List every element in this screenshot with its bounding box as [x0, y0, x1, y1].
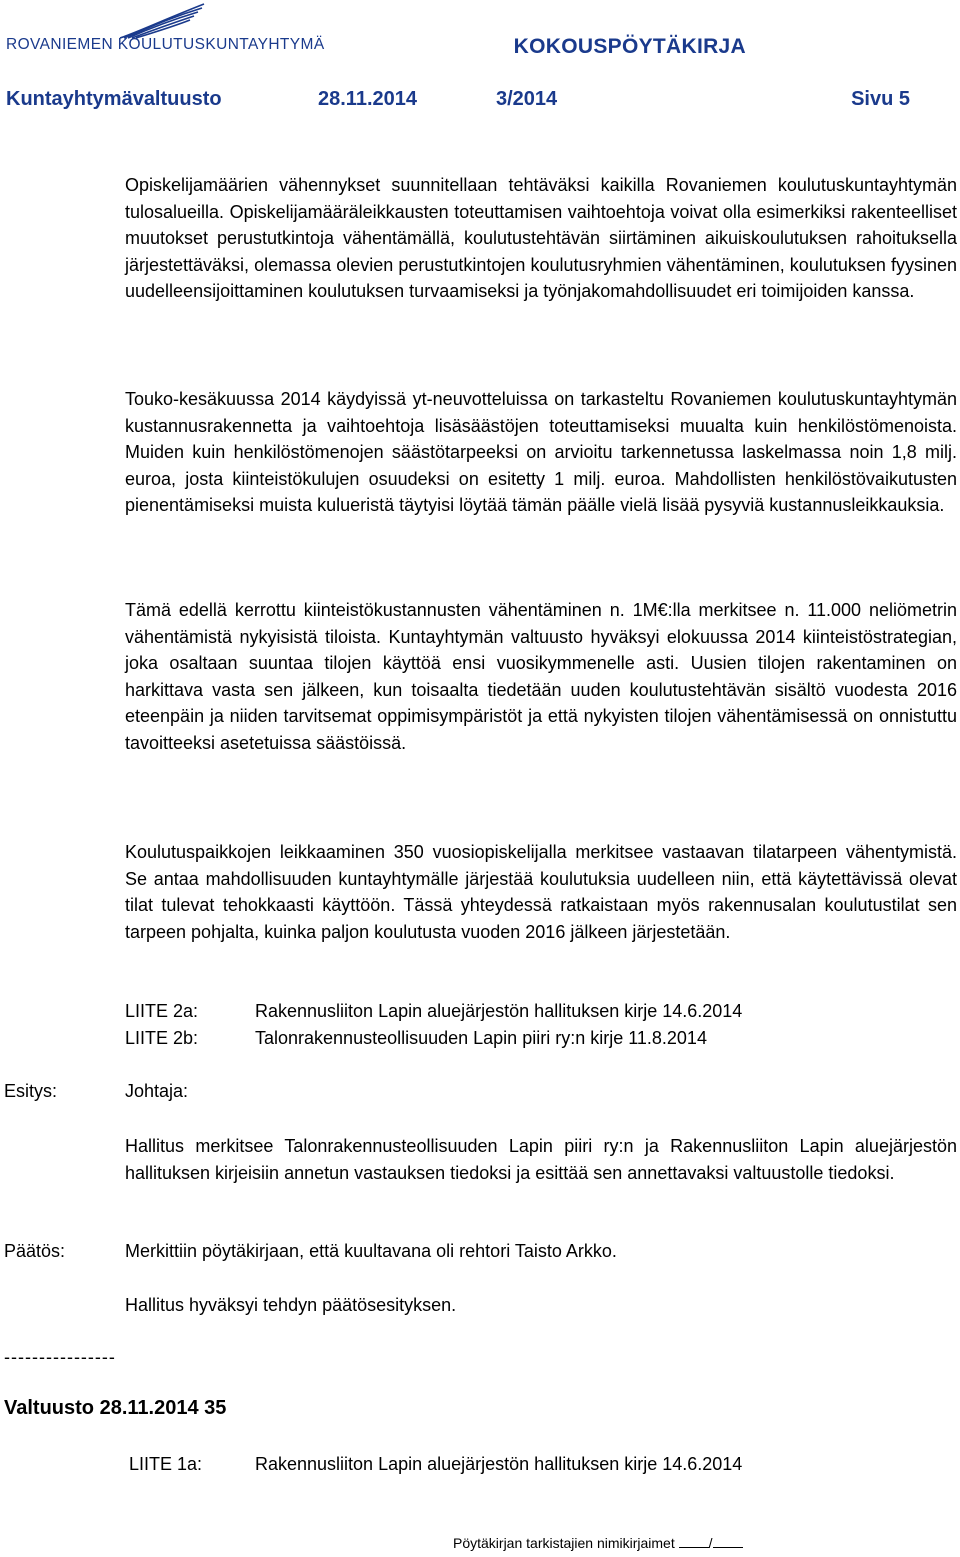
initials-blank-2[interactable] [713, 1535, 743, 1548]
proposal-text: Hallitus merkitsee Talonrakennusteollisuuden Lapin piiri ry:n ja Rakennusliiton Lapin aluejärjestön hallituksen kirjeisiin annetun vastauksen tiedoksi ja esittää sen annettavaksi valtuustolle tiedoksi. [125, 1136, 957, 1183]
meeting-date: 28.11.2014 [318, 88, 417, 110]
attachment-text-1a: Rakennusliiton Lapin aluejärjestön hallituksen kirje 14.6.2014 [255, 1454, 743, 1474]
footer-slash: / [708, 1535, 713, 1551]
attachment-label-2b: LIITE 2b: [125, 1028, 199, 1048]
section-separator: ---------------- [4, 1347, 116, 1367]
organization-name: ROVANIEMEN KOULUTUSKUNTAYHTYMÄ [6, 36, 325, 53]
footer-text: Pöytäkirjan tarkistajien nimikirjaimet [453, 1535, 675, 1551]
organization-logo [6, 2, 366, 60]
page-number: Sivu 5 [851, 88, 910, 110]
attachment-label-1a: LIITE 1a: [129, 1454, 203, 1474]
header-info-row [6, 88, 910, 114]
proposer-label: Johtaja: [125, 1081, 189, 1101]
initials-blank-1[interactable] [679, 1535, 709, 1548]
attachment-text-2b: Talonrakennusteollisuuden Lapin piiri ry:n kirje 11.8.2014 [255, 1028, 707, 1048]
decision-line-2: Hallitus hyväksyi tehdyn päätösesityksen. [125, 1295, 457, 1315]
attachment-text-2a: Rakennusliiton Lapin aluejärjestön hallituksen kirje 14.6.2014 [255, 1001, 743, 1021]
attachment-label-2a: LIITE 2a: [125, 1001, 199, 1021]
footer-initials [453, 1535, 743, 1551]
council-name: Kuntayhtymävaltuusto [6, 88, 222, 110]
meeting-reference: Valtuusto 28.11.2014 35 [4, 1397, 227, 1419]
paragraph-4: Koulutuspaikkojen leikkaaminen 350 vuosiopiskelijalla merkitsee vastaavan tilatarpeen vähentymistä. Se antaa mahdollisuuden kuntayhtymälle järjestää koulutuksia uudelleen niin, että käytettävissä olevat tilat tulevat tehokkaasti käyttöön. Tässä yhteydessä ratkaistaan myös rakennusalan koulutustilat sen tarpeen pohjalta, kuinka paljon koulutusta vuoden 2016 jälkeen järjestetään. [125, 842, 957, 942]
paragraph-3: Tämä edellä kerrottu kiinteistökustannusten vähentäminen n. 1M€:lla merkitsee n. 11.000 neliömetrin vähentämistä nykyisistä tiloista. Kuntayhtymän valtuusto hyväksyi elokuussa 2014 kiinteistöstrategian, joka osaltaan suuntaa tilojen käyttöä ensi vuosikymmenelle asti. Uusien tilojen rakentaminen on harkittava vasta sen jälkeen, kun toisaalta tiedetään uuden koulutustehtävän sisältö vuodesta 2016 eteenpäin ja niiden tarvitsemat oppimisympäristöt ja että nykyisten tilojen vähentämisessä on onnistuttu tavoitteeksi asetetuissa säästöissä. [125, 600, 957, 753]
paragraph-2: Touko-kesäkuussa 2014 käydyissä yt-neuvotteluissa on tarkasteltu Rovaniemen koulutuskuntayhtymän kustannusrakennetta ja vaihtoehtoja lisäsäästöjen toteuttamiseksi muualta kuin henkilöstömenoista. Muiden kuin henkilöstömenojen säästötarpeeksi on arvioitu tarkennetussa laskelmassa noin 1,8 milj. euroa, josta kiinteistökulujen osuudeksi on esitetty 1 milj. euroa. Mahdollisten henkilöstövaikutusten pienentämiseksi muista kulueristä täytyisi löytää tämän päälle vielä lisää pysyviä kustannusleikkauksia. [125, 389, 957, 515]
paragraph-1: Opiskelijamäärien vähennykset suunnitellaan tehtäväksi kaikilla Rovaniemen koulutuskuntayhtymän tulosalueilla. Opiskelijamääräleikkausten toteuttamisen vaihtoehtoja voivat olla esimerkiksi rakenteelliset muutokset perustutkintoja vähentämällä, koulutustehtävän siirtäminen aikuiskoulutuksen rahoituksella järjestettäväksi, olemassa olevien perustutkintojen koulutusryhmien vähentäminen, koulutuksen fyysinen uudelleensijoittaminen koulutuksen turvaamiseksi ja työnjakomahdollisuudet eri toimijoiden kanssa. [125, 175, 957, 301]
decision-line-1: Merkittiin pöytäkirjaan, että kuultavana oli rehtori Taisto Arkko. [125, 1241, 617, 1261]
proposal-label: Esitys: [4, 1081, 58, 1101]
meeting-number: 3/2014 [496, 88, 558, 110]
decision-label: Päätös: [4, 1241, 66, 1261]
document-title: KOKOUSPÖYTÄKIRJA [513, 35, 746, 58]
